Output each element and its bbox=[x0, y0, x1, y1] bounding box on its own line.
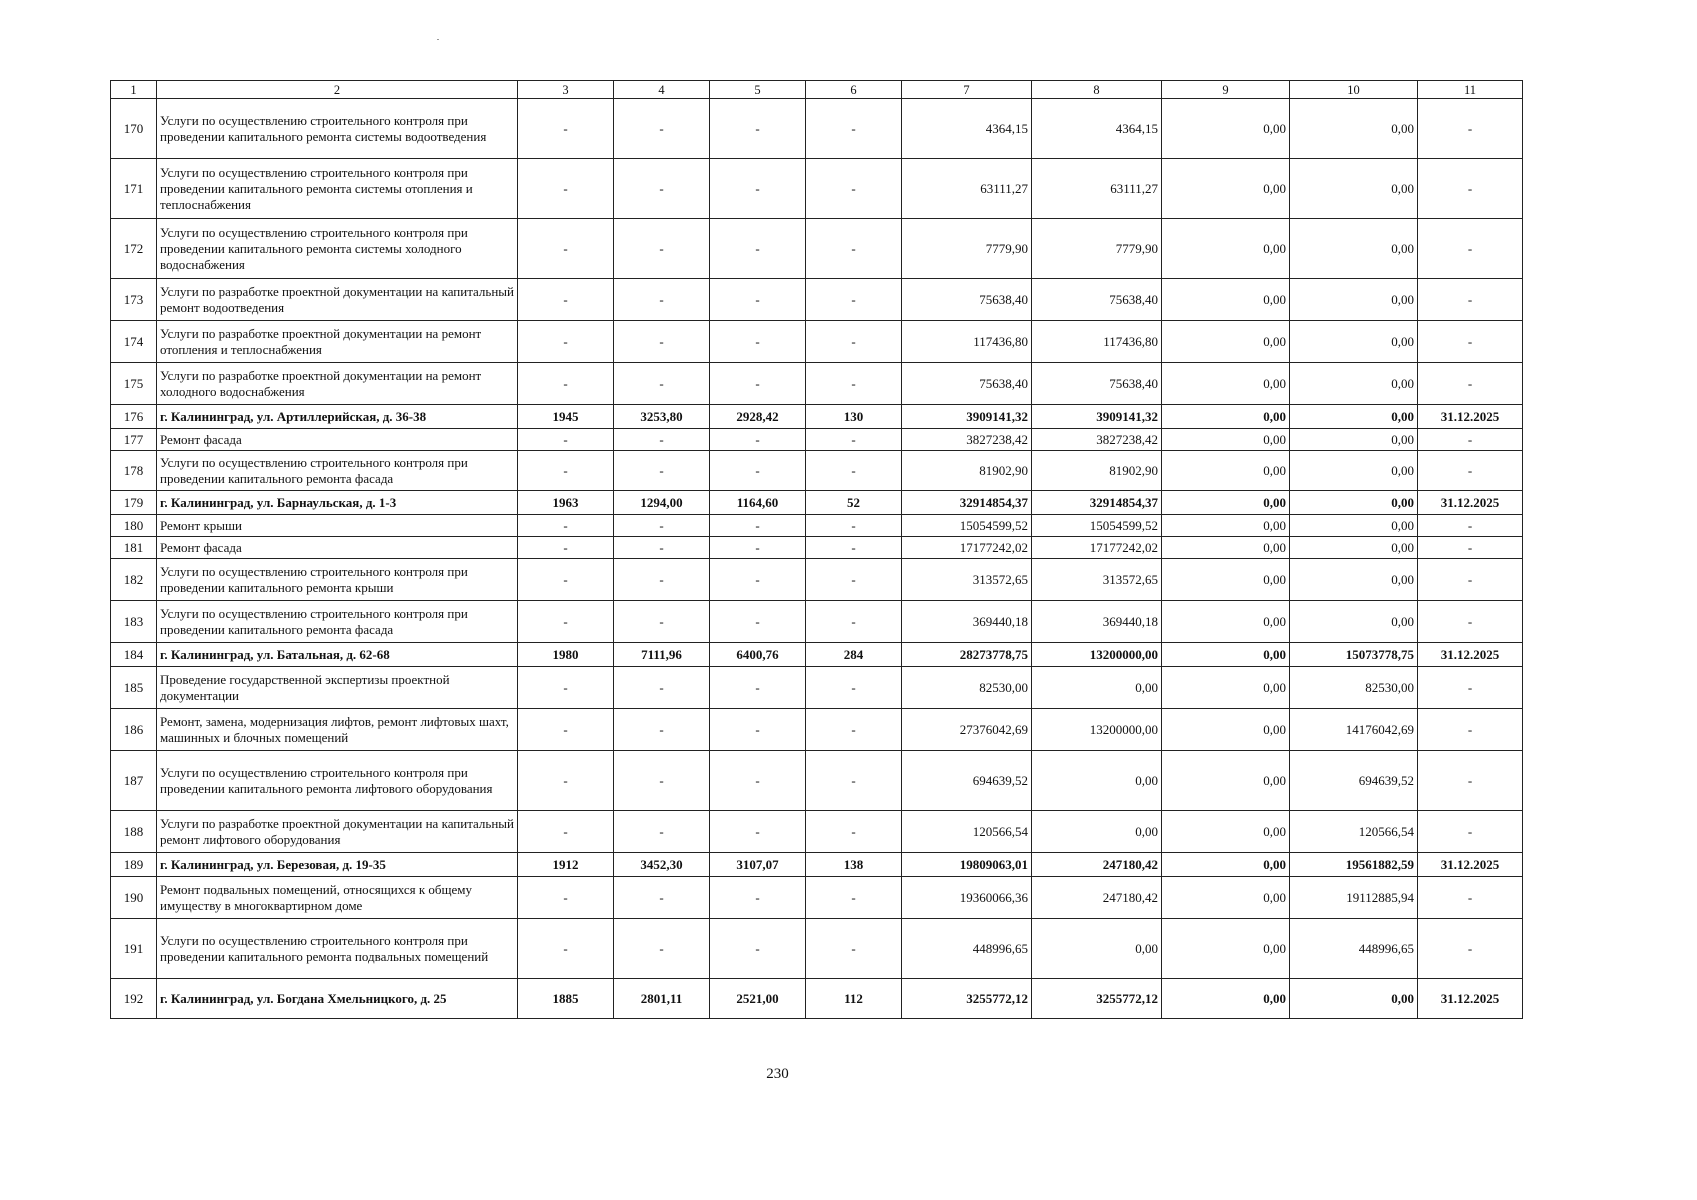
budget-cost-cell: 0,00 bbox=[1162, 321, 1290, 363]
description-cell: Услуги по осуществлению строительного контроля при проведении капитального ремонта крыши bbox=[157, 559, 518, 601]
other-cost-cell: 448996,65 bbox=[1290, 919, 1418, 979]
area-total-cell: - bbox=[614, 363, 710, 405]
description-cell: Проведение государственной экспертизы проектной документации bbox=[157, 667, 518, 709]
residents-cell: - bbox=[806, 279, 902, 321]
description-cell: Ремонт, замена, модернизация лифтов, ремонт лифтовых шахт, машинных и блочных помещений bbox=[157, 709, 518, 751]
column-number-cell: 9 bbox=[1162, 81, 1290, 99]
residents-cell: - bbox=[806, 811, 902, 853]
budget-cost-cell: 0,00 bbox=[1162, 667, 1290, 709]
description-cell: Ремонт фасада bbox=[157, 429, 518, 451]
row-number-cell: 190 bbox=[111, 877, 157, 919]
table-row bbox=[111, 751, 1523, 811]
total-cost-cell: 369440,18 bbox=[902, 601, 1032, 643]
row-number-cell: 171 bbox=[111, 159, 157, 219]
area-total-cell: - bbox=[614, 601, 710, 643]
row-number-cell: 172 bbox=[111, 219, 157, 279]
fund-cost-cell: 7779,90 bbox=[1032, 219, 1162, 279]
total-cost-cell: 19360066,36 bbox=[902, 877, 1032, 919]
deadline-cell: 31.12.2025 bbox=[1418, 853, 1523, 877]
row-number-cell: 185 bbox=[111, 667, 157, 709]
table-row bbox=[111, 643, 1523, 667]
description-cell: Услуги по разработке проектной документации на ремонт холодного водоснабжения bbox=[157, 363, 518, 405]
table-row bbox=[111, 853, 1523, 877]
other-cost-cell: 0,00 bbox=[1290, 601, 1418, 643]
residents-cell: 284 bbox=[806, 643, 902, 667]
area-total-cell: 3253,80 bbox=[614, 405, 710, 429]
other-cost-cell: 0,00 bbox=[1290, 279, 1418, 321]
deadline-cell: - bbox=[1418, 751, 1523, 811]
description-cell: Услуги по осуществлению строительного контроля при проведении капитального ремонта системы холодного водоснабжения bbox=[157, 219, 518, 279]
fund-cost-cell: 117436,80 bbox=[1032, 321, 1162, 363]
year-cell: - bbox=[518, 99, 614, 159]
row-number-cell: 177 bbox=[111, 429, 157, 451]
budget-cost-cell: 0,00 bbox=[1162, 811, 1290, 853]
year-cell: - bbox=[518, 919, 614, 979]
column-number-header-row bbox=[111, 81, 1523, 99]
year-cell: - bbox=[518, 537, 614, 559]
deadline-cell: 31.12.2025 bbox=[1418, 405, 1523, 429]
deadline-cell: - bbox=[1418, 601, 1523, 643]
column-number-cell: 5 bbox=[710, 81, 806, 99]
budget-cost-cell: 0,00 bbox=[1162, 429, 1290, 451]
year-cell: - bbox=[518, 559, 614, 601]
deadline-cell: - bbox=[1418, 709, 1523, 751]
column-number-cell: 11 bbox=[1418, 81, 1523, 99]
total-cost-cell: 32914854,37 bbox=[902, 491, 1032, 515]
deadline-cell: - bbox=[1418, 667, 1523, 709]
description-cell: г. Калининград, ул. Артиллерийская, д. 36-38 bbox=[157, 405, 518, 429]
deadline-cell: - bbox=[1418, 321, 1523, 363]
total-cost-cell: 694639,52 bbox=[902, 751, 1032, 811]
budget-cost-cell: 0,00 bbox=[1162, 279, 1290, 321]
year-cell: 1945 bbox=[518, 405, 614, 429]
table-row bbox=[111, 405, 1523, 429]
row-number-cell: 180 bbox=[111, 515, 157, 537]
area-living-cell: 6400,76 bbox=[710, 643, 806, 667]
total-cost-cell: 82530,00 bbox=[902, 667, 1032, 709]
budget-cost-cell: 0,00 bbox=[1162, 99, 1290, 159]
fund-cost-cell: 369440,18 bbox=[1032, 601, 1162, 643]
total-cost-cell: 3255772,12 bbox=[902, 979, 1032, 1019]
table-row bbox=[111, 159, 1523, 219]
area-living-cell: - bbox=[710, 159, 806, 219]
column-number-cell: 4 bbox=[614, 81, 710, 99]
residents-cell: - bbox=[806, 515, 902, 537]
fund-cost-cell: 32914854,37 bbox=[1032, 491, 1162, 515]
table-body bbox=[111, 81, 1523, 1019]
fund-cost-cell: 0,00 bbox=[1032, 919, 1162, 979]
year-cell: - bbox=[518, 877, 614, 919]
total-cost-cell: 75638,40 bbox=[902, 279, 1032, 321]
budget-cost-cell: 0,00 bbox=[1162, 491, 1290, 515]
table-row bbox=[111, 363, 1523, 405]
area-living-cell: - bbox=[710, 877, 806, 919]
description-cell: Услуги по осуществлению строительного контроля при проведении капитального ремонта фасада bbox=[157, 451, 518, 491]
other-cost-cell: 0,00 bbox=[1290, 515, 1418, 537]
table-row bbox=[111, 919, 1523, 979]
description-cell: г. Калининград, ул. Богдана Хмельницкого, д. 25 bbox=[157, 979, 518, 1019]
area-total-cell: - bbox=[614, 321, 710, 363]
year-cell: 1980 bbox=[518, 643, 614, 667]
other-cost-cell: 19561882,59 bbox=[1290, 853, 1418, 877]
residents-cell: - bbox=[806, 99, 902, 159]
total-cost-cell: 28273778,75 bbox=[902, 643, 1032, 667]
table-row bbox=[111, 491, 1523, 515]
row-number-cell: 187 bbox=[111, 751, 157, 811]
row-number-cell: 191 bbox=[111, 919, 157, 979]
year-cell: - bbox=[518, 451, 614, 491]
table-row bbox=[111, 321, 1523, 363]
other-cost-cell: 120566,54 bbox=[1290, 811, 1418, 853]
budget-cost-cell: 0,00 bbox=[1162, 709, 1290, 751]
other-cost-cell: 14176042,69 bbox=[1290, 709, 1418, 751]
budget-cost-cell: 0,00 bbox=[1162, 751, 1290, 811]
other-cost-cell: 0,00 bbox=[1290, 219, 1418, 279]
budget-cost-cell: 0,00 bbox=[1162, 559, 1290, 601]
area-total-cell: - bbox=[614, 667, 710, 709]
deadline-cell: - bbox=[1418, 811, 1523, 853]
area-total-cell: - bbox=[614, 919, 710, 979]
fund-cost-cell: 313572,65 bbox=[1032, 559, 1162, 601]
deadline-cell: - bbox=[1418, 279, 1523, 321]
residents-cell: 52 bbox=[806, 491, 902, 515]
column-number-cell: 8 bbox=[1032, 81, 1162, 99]
area-living-cell: - bbox=[710, 709, 806, 751]
row-number-cell: 175 bbox=[111, 363, 157, 405]
area-living-cell: - bbox=[710, 363, 806, 405]
total-cost-cell: 19809063,01 bbox=[902, 853, 1032, 877]
description-cell: Услуги по осуществлению строительного контроля при проведении капитального ремонта системы водоотведения bbox=[157, 99, 518, 159]
table-row bbox=[111, 979, 1523, 1019]
page-number: 230 bbox=[766, 1066, 789, 1082]
year-cell: - bbox=[518, 709, 614, 751]
row-number-cell: 170 bbox=[111, 99, 157, 159]
deadline-cell: - bbox=[1418, 877, 1523, 919]
residents-cell: 112 bbox=[806, 979, 902, 1019]
budget-cost-cell: 0,00 bbox=[1162, 853, 1290, 877]
description-cell: Ремонт крыши bbox=[157, 515, 518, 537]
fund-cost-cell: 15054599,52 bbox=[1032, 515, 1162, 537]
year-cell: 1912 bbox=[518, 853, 614, 877]
total-cost-cell: 117436,80 bbox=[902, 321, 1032, 363]
other-cost-cell: 0,00 bbox=[1290, 99, 1418, 159]
total-cost-cell: 15054599,52 bbox=[902, 515, 1032, 537]
deadline-cell: - bbox=[1418, 559, 1523, 601]
budget-cost-cell: 0,00 bbox=[1162, 405, 1290, 429]
other-cost-cell: 0,00 bbox=[1290, 321, 1418, 363]
other-cost-cell: 0,00 bbox=[1290, 363, 1418, 405]
residents-cell: - bbox=[806, 559, 902, 601]
other-cost-cell: 0,00 bbox=[1290, 451, 1418, 491]
deadline-cell: - bbox=[1418, 919, 1523, 979]
description-cell: Ремонт фасада bbox=[157, 537, 518, 559]
year-cell: 1963 bbox=[518, 491, 614, 515]
year-cell: - bbox=[518, 429, 614, 451]
deadline-cell: - bbox=[1418, 159, 1523, 219]
deadline-cell: - bbox=[1418, 515, 1523, 537]
scan-speck bbox=[437, 39, 439, 40]
deadline-cell: - bbox=[1418, 363, 1523, 405]
description-cell: Услуги по разработке проектной документации на капитальный ремонт лифтового оборудования bbox=[157, 811, 518, 853]
area-living-cell: - bbox=[710, 601, 806, 643]
budget-cost-cell: 0,00 bbox=[1162, 515, 1290, 537]
area-total-cell: - bbox=[614, 537, 710, 559]
budget-cost-cell: 0,00 bbox=[1162, 601, 1290, 643]
budget-cost-cell: 0,00 bbox=[1162, 919, 1290, 979]
description-cell: Ремонт подвальных помещений, относящихся к общему имуществу в многоквартирном доме bbox=[157, 877, 518, 919]
area-living-cell: - bbox=[710, 559, 806, 601]
total-cost-cell: 81902,90 bbox=[902, 451, 1032, 491]
row-number-cell: 186 bbox=[111, 709, 157, 751]
area-total-cell: - bbox=[614, 811, 710, 853]
deadline-cell: - bbox=[1418, 429, 1523, 451]
total-cost-cell: 120566,54 bbox=[902, 811, 1032, 853]
budget-cost-cell: 0,00 bbox=[1162, 363, 1290, 405]
fund-cost-cell: 3255772,12 bbox=[1032, 979, 1162, 1019]
table-row bbox=[111, 515, 1523, 537]
deadline-cell: - bbox=[1418, 451, 1523, 491]
year-cell: - bbox=[518, 321, 614, 363]
residents-cell: - bbox=[806, 919, 902, 979]
fund-cost-cell: 3909141,32 bbox=[1032, 405, 1162, 429]
area-total-cell: 2801,11 bbox=[614, 979, 710, 1019]
area-living-cell: 2928,42 bbox=[710, 405, 806, 429]
budget-cost-cell: 0,00 bbox=[1162, 451, 1290, 491]
area-living-cell: - bbox=[710, 451, 806, 491]
table-row bbox=[111, 709, 1523, 751]
area-total-cell: - bbox=[614, 99, 710, 159]
fund-cost-cell: 81902,90 bbox=[1032, 451, 1162, 491]
fund-cost-cell: 13200000,00 bbox=[1032, 643, 1162, 667]
year-cell: - bbox=[518, 219, 614, 279]
residents-cell: - bbox=[806, 451, 902, 491]
area-living-cell: - bbox=[710, 919, 806, 979]
total-cost-cell: 313572,65 bbox=[902, 559, 1032, 601]
fund-cost-cell: 75638,40 bbox=[1032, 279, 1162, 321]
area-total-cell: - bbox=[614, 709, 710, 751]
budget-cost-cell: 0,00 bbox=[1162, 979, 1290, 1019]
fund-cost-cell: 0,00 bbox=[1032, 811, 1162, 853]
fund-cost-cell: 0,00 bbox=[1032, 667, 1162, 709]
row-number-cell: 183 bbox=[111, 601, 157, 643]
deadline-cell: - bbox=[1418, 219, 1523, 279]
table-row bbox=[111, 429, 1523, 451]
table-row bbox=[111, 559, 1523, 601]
table-row bbox=[111, 811, 1523, 853]
fund-cost-cell: 3827238,42 bbox=[1032, 429, 1162, 451]
budget-cost-cell: 0,00 bbox=[1162, 159, 1290, 219]
other-cost-cell: 82530,00 bbox=[1290, 667, 1418, 709]
area-living-cell: - bbox=[710, 811, 806, 853]
residents-cell: - bbox=[806, 363, 902, 405]
other-cost-cell: 19112885,94 bbox=[1290, 877, 1418, 919]
residents-cell: 130 bbox=[806, 405, 902, 429]
area-living-cell: - bbox=[710, 279, 806, 321]
fund-cost-cell: 13200000,00 bbox=[1032, 709, 1162, 751]
other-cost-cell: 0,00 bbox=[1290, 491, 1418, 515]
row-number-cell: 173 bbox=[111, 279, 157, 321]
fund-cost-cell: 247180,42 bbox=[1032, 853, 1162, 877]
residents-cell: - bbox=[806, 601, 902, 643]
residents-cell: - bbox=[806, 877, 902, 919]
area-living-cell: - bbox=[710, 321, 806, 363]
table-row bbox=[111, 451, 1523, 491]
residents-cell: - bbox=[806, 667, 902, 709]
row-number-cell: 184 bbox=[111, 643, 157, 667]
area-total-cell: 1294,00 bbox=[614, 491, 710, 515]
area-living-cell: - bbox=[710, 667, 806, 709]
year-cell: 1885 bbox=[518, 979, 614, 1019]
fund-cost-cell: 75638,40 bbox=[1032, 363, 1162, 405]
total-cost-cell: 4364,15 bbox=[902, 99, 1032, 159]
area-living-cell: - bbox=[710, 515, 806, 537]
row-number-cell: 182 bbox=[111, 559, 157, 601]
table-row bbox=[111, 667, 1523, 709]
area-living-cell: 2521,00 bbox=[710, 979, 806, 1019]
area-total-cell: - bbox=[614, 877, 710, 919]
budget-cost-cell: 0,00 bbox=[1162, 643, 1290, 667]
description-cell: Услуги по осуществлению строительного контроля при проведении капитального ремонта системы отопления и теплоснабжения bbox=[157, 159, 518, 219]
area-living-cell: - bbox=[710, 99, 806, 159]
total-cost-cell: 63111,27 bbox=[902, 159, 1032, 219]
table-row bbox=[111, 99, 1523, 159]
row-number-cell: 178 bbox=[111, 451, 157, 491]
area-total-cell: - bbox=[614, 751, 710, 811]
fund-cost-cell: 63111,27 bbox=[1032, 159, 1162, 219]
description-cell: Услуги по осуществлению строительного контроля при проведении капитального ремонта подвальных помещений bbox=[157, 919, 518, 979]
area-total-cell: - bbox=[614, 279, 710, 321]
year-cell: - bbox=[518, 811, 614, 853]
deadline-cell: 31.12.2025 bbox=[1418, 643, 1523, 667]
year-cell: - bbox=[518, 363, 614, 405]
residents-cell: - bbox=[806, 537, 902, 559]
description-cell: Услуги по осуществлению строительного контроля при проведении капитального ремонта лифтового оборудования bbox=[157, 751, 518, 811]
row-number-cell: 176 bbox=[111, 405, 157, 429]
area-living-cell: - bbox=[710, 537, 806, 559]
area-total-cell: - bbox=[614, 451, 710, 491]
residents-cell: - bbox=[806, 159, 902, 219]
budget-cost-cell: 0,00 bbox=[1162, 877, 1290, 919]
residents-cell: 138 bbox=[806, 853, 902, 877]
deadline-cell: - bbox=[1418, 537, 1523, 559]
other-cost-cell: 0,00 bbox=[1290, 537, 1418, 559]
description-cell: г. Калининград, ул. Березовая, д. 19-35 bbox=[157, 853, 518, 877]
column-number-cell: 6 bbox=[806, 81, 902, 99]
other-cost-cell: 0,00 bbox=[1290, 559, 1418, 601]
area-living-cell: - bbox=[710, 429, 806, 451]
total-cost-cell: 7779,90 bbox=[902, 219, 1032, 279]
year-cell: - bbox=[518, 751, 614, 811]
other-cost-cell: 0,00 bbox=[1290, 429, 1418, 451]
column-number-cell: 7 bbox=[902, 81, 1032, 99]
area-living-cell: - bbox=[710, 751, 806, 811]
description-cell: г. Калининград, ул. Батальная, д. 62-68 bbox=[157, 643, 518, 667]
residents-cell: - bbox=[806, 429, 902, 451]
row-number-cell: 192 bbox=[111, 979, 157, 1019]
row-number-cell: 179 bbox=[111, 491, 157, 515]
table-row bbox=[111, 877, 1523, 919]
description-cell: г. Калининград, ул. Барнаульская, д. 1-3 bbox=[157, 491, 518, 515]
area-living-cell: 3107,07 bbox=[710, 853, 806, 877]
fund-cost-cell: 247180,42 bbox=[1032, 877, 1162, 919]
total-cost-cell: 27376042,69 bbox=[902, 709, 1032, 751]
year-cell: - bbox=[518, 667, 614, 709]
table-row bbox=[111, 219, 1523, 279]
budget-cost-cell: 0,00 bbox=[1162, 219, 1290, 279]
description-cell: Услуги по разработке проектной документации на ремонт отопления и теплоснабжения bbox=[157, 321, 518, 363]
description-cell: Услуги по осуществлению строительного контроля при проведении капитального ремонта фасада bbox=[157, 601, 518, 643]
deadline-cell: 31.12.2025 bbox=[1418, 979, 1523, 1019]
area-total-cell: - bbox=[614, 429, 710, 451]
year-cell: - bbox=[518, 601, 614, 643]
total-cost-cell: 3827238,42 bbox=[902, 429, 1032, 451]
row-number-cell: 188 bbox=[111, 811, 157, 853]
area-total-cell: - bbox=[614, 219, 710, 279]
other-cost-cell: 15073778,75 bbox=[1290, 643, 1418, 667]
residents-cell: - bbox=[806, 321, 902, 363]
other-cost-cell: 694639,52 bbox=[1290, 751, 1418, 811]
fund-cost-cell: 17177242,02 bbox=[1032, 537, 1162, 559]
total-cost-cell: 3909141,32 bbox=[902, 405, 1032, 429]
table-row bbox=[111, 279, 1523, 321]
deadline-cell: - bbox=[1418, 99, 1523, 159]
budget-cost-cell: 0,00 bbox=[1162, 537, 1290, 559]
table-row bbox=[111, 601, 1523, 643]
column-number-cell: 1 bbox=[111, 81, 157, 99]
area-living-cell: 1164,60 bbox=[710, 491, 806, 515]
area-total-cell: 3452,30 bbox=[614, 853, 710, 877]
area-total-cell: - bbox=[614, 515, 710, 537]
area-total-cell: 7111,96 bbox=[614, 643, 710, 667]
total-cost-cell: 448996,65 bbox=[902, 919, 1032, 979]
row-number-cell: 174 bbox=[111, 321, 157, 363]
other-cost-cell: 0,00 bbox=[1290, 159, 1418, 219]
column-number-cell: 3 bbox=[518, 81, 614, 99]
year-cell: - bbox=[518, 279, 614, 321]
area-total-cell: - bbox=[614, 159, 710, 219]
row-number-cell: 181 bbox=[111, 537, 157, 559]
table-row bbox=[111, 537, 1523, 559]
capital-repair-table bbox=[110, 80, 1523, 1019]
description-cell: Услуги по разработке проектной документации на капитальный ремонт водоотведения bbox=[157, 279, 518, 321]
residents-cell: - bbox=[806, 709, 902, 751]
row-number-cell: 189 bbox=[111, 853, 157, 877]
column-number-cell: 2 bbox=[157, 81, 518, 99]
other-cost-cell: 0,00 bbox=[1290, 405, 1418, 429]
other-cost-cell: 0,00 bbox=[1290, 979, 1418, 1019]
area-total-cell: - bbox=[614, 559, 710, 601]
residents-cell: - bbox=[806, 751, 902, 811]
total-cost-cell: 17177242,02 bbox=[902, 537, 1032, 559]
total-cost-cell: 75638,40 bbox=[902, 363, 1032, 405]
deadline-cell: 31.12.2025 bbox=[1418, 491, 1523, 515]
residents-cell: - bbox=[806, 219, 902, 279]
area-living-cell: - bbox=[710, 219, 806, 279]
fund-cost-cell: 0,00 bbox=[1032, 751, 1162, 811]
column-number-cell: 10 bbox=[1290, 81, 1418, 99]
year-cell: - bbox=[518, 515, 614, 537]
year-cell: - bbox=[518, 159, 614, 219]
fund-cost-cell: 4364,15 bbox=[1032, 99, 1162, 159]
